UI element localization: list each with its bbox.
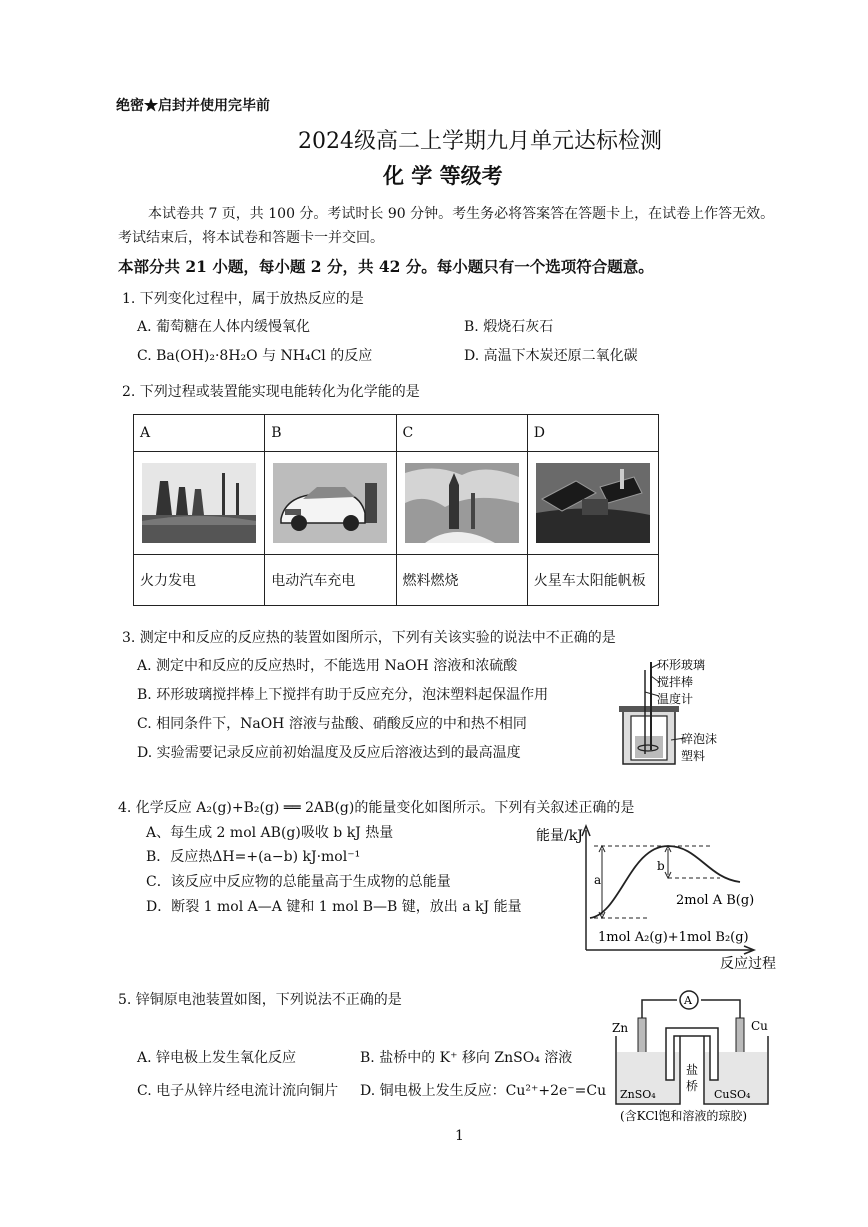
q2-caption-b: 电动汽车充电 bbox=[265, 555, 396, 606]
secret-mark: 绝密★启封并使用完毕前 bbox=[116, 98, 270, 114]
znso4-label: ZnSO₄ bbox=[620, 1088, 656, 1101]
exam-title: 2024级高二上学期九月单元达标检测 bbox=[298, 129, 662, 154]
fig3-label-4: 碎泡沫 bbox=[681, 732, 718, 746]
salt-bridge-note: (含KCl饱和溶液的琼胶) bbox=[620, 1109, 748, 1123]
q2-caption-d: 火星车太阳能帆板 bbox=[527, 555, 658, 606]
q2-stem: 2. 下列过程或装置能实现电能转化为化学能的是 bbox=[122, 384, 420, 400]
fuel-combustion-photo bbox=[405, 463, 519, 543]
fig3-label-2: 搅拌棒 bbox=[657, 675, 694, 689]
q3-stem: 3. 测定中和反应的反应热的装置如图所示，下列有关该实验的说法中不正确的是 bbox=[122, 630, 616, 646]
fig3-label-3: 温度计 bbox=[657, 692, 694, 706]
calorimeter-figure bbox=[615, 650, 775, 768]
q5-option-b: B. 盐桥中的 K⁺ 移向 ZnSO₄ 溶液 bbox=[360, 1050, 573, 1066]
q3-option-d: D. 实验需要记录反应前初始温度及反应后溶液达到的最高温度 bbox=[137, 745, 521, 761]
q5-option-d: D. 铜电极上发生反应：Cu²⁺+2e⁻=Cu bbox=[360, 1083, 607, 1099]
q2-caption-a: 火力发电 bbox=[134, 555, 265, 606]
energy-label-a: a bbox=[594, 873, 602, 887]
q3-option-a: A. 测定中和反应的反应热时，不能选用 NaOH 溶液和浓硫酸 bbox=[137, 658, 518, 674]
q1-option-d: D. 高温下木炭还原二氧化碳 bbox=[464, 348, 638, 364]
q1-option-a: A. 葡萄糖在人体内缓慢氧化 bbox=[137, 319, 311, 335]
q2-header-b: B bbox=[265, 415, 396, 452]
q3-option-c: C. 相同条件下，NaOH 溶液与盐酸、硝酸反应的中和热不相同 bbox=[137, 716, 527, 732]
q2-options-table bbox=[133, 414, 659, 606]
energy-reactant-label: 1mol A₂(g)+1mol B₂(g) bbox=[598, 930, 749, 945]
q2-caption-c: 燃料燃烧 bbox=[396, 555, 527, 606]
q1-stem: 1. 下列变化过程中，属于放热反应的是 bbox=[122, 291, 364, 307]
electric-car-charging-photo bbox=[273, 463, 387, 543]
instructions-line2: 考试结束后，将本试卷和答题卡一并交回。 bbox=[118, 230, 384, 246]
thermal-power-plant-photo bbox=[142, 463, 256, 543]
q3-option-b: B. 环形玻璃搅拌棒上下搅拌有助于反应充分，泡沫塑料起保温作用 bbox=[137, 687, 549, 703]
q2-header-d: D bbox=[527, 415, 658, 452]
energy-x-axis-label: 反应过程 bbox=[720, 956, 776, 972]
ammeter-label: A bbox=[684, 994, 692, 1007]
cu-electrode-label: Cu bbox=[751, 1019, 768, 1033]
q4-stem: 4. 化学反应 A₂(g)+B₂(g) ══ 2AB(g)的能量变化如图所示。下列有关叙述正确的是 bbox=[118, 800, 635, 816]
energy-diagram bbox=[530, 822, 780, 972]
zn-electrode-label: Zn bbox=[612, 1021, 629, 1035]
q2-header-c: C bbox=[396, 415, 527, 452]
q1-option-b: B. 煅烧石灰石 bbox=[464, 319, 554, 335]
q5-option-c: C. 电子从锌片经电流计流向铜片 bbox=[137, 1083, 339, 1099]
energy-label-b: b bbox=[657, 859, 665, 873]
salt-bridge-label-2: 桥 bbox=[686, 1079, 699, 1093]
section-heading: 本部分共 21 小题，每小题 2 分，共 42 分。每小题只有一个选项符合题意。 bbox=[118, 257, 654, 276]
q1-option-c: C. Ba(OH)₂·8H₂O 与 NH₄Cl 的反应 bbox=[137, 348, 373, 364]
q4-option-d: D．断裂 1 mol A—A 键和 1 mol B—B 键，放出 a kJ 能量 bbox=[146, 899, 522, 915]
q4-option-c: C．该反应中反应物的总能量高于生成物的总能量 bbox=[146, 874, 451, 890]
q4-option-b: B．反应热ΔH=+(a−b) kJ·mol⁻¹ bbox=[146, 849, 361, 865]
fig3-label-5: 塑料 bbox=[681, 749, 706, 763]
q2-header-a: A bbox=[134, 415, 265, 452]
q5-stem: 5. 锌铜原电池装置如图，下列说法不正确的是 bbox=[118, 992, 402, 1008]
subject-title: 化 学 等级考 bbox=[383, 163, 503, 188]
fig3-label-1: 环形玻璃 bbox=[657, 658, 706, 672]
galvanic-cell-figure bbox=[610, 990, 785, 1130]
energy-y-axis-label: 能量/kJ bbox=[536, 828, 583, 844]
instructions-line1: 本试卷共 7 页，共 100 分。考试时长 90 分钟。考生务必将答案答在答题卡上，在试卷上作答无效。 bbox=[148, 206, 775, 222]
cuso4-label: CuSO₄ bbox=[714, 1088, 751, 1101]
salt-bridge-label-1: 盐 bbox=[686, 1063, 699, 1077]
q5-option-a: A. 锌电极上发生氧化反应 bbox=[137, 1050, 297, 1066]
energy-product-label: 2mol A B(g) bbox=[676, 893, 755, 908]
q4-option-a: A、每生成 2 mol AB(g)吸收 b kJ 热量 bbox=[146, 825, 394, 841]
mars-rover-solar-panel-photo bbox=[536, 463, 650, 543]
page-number: 1 bbox=[455, 1128, 464, 1144]
